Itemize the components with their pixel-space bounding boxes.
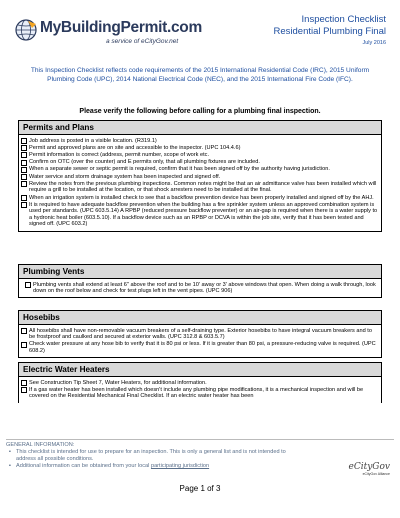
section-heading: Plumbing Vents (19, 265, 381, 279)
alliance-signature (340, 462, 390, 476)
checklist-item: When a separate sewer or septic permit is required, confirm that it has been signed off by the authority having jurisdiction. (19, 166, 378, 173)
title-line-1: Inspection Checklist (301, 14, 386, 25)
checkbox[interactable] (21, 380, 27, 386)
verify-instruction: Please verify the following before calling for a plumbing final inspection. (79, 108, 321, 115)
checkbox[interactable] (21, 160, 27, 166)
checklist-item: Job address is posted in a visible location. (R319.1) (19, 138, 378, 145)
logo[interactable] (14, 14, 214, 54)
checkbox[interactable] (21, 195, 27, 201)
general-info-heading: GENERAL INFORMATION: (6, 442, 75, 448)
intro-paragraph: This Inspection Checklist reflects code requirements of the 2015 International Residential Code (IRC), 2015 Uniform Plumbing Code (UPC), 2014 National Electrical Code (NEC), and the 2015 International Fire Code (IFC). (30, 67, 370, 83)
checklist-item: Permit and approved plans are on site and accessible to the inspector. (UPC 104.4.6) (19, 145, 378, 152)
section-heading: Electric Water Heaters (19, 363, 381, 377)
logo-tagline: a service of eCityGov.net (106, 38, 179, 45)
checklist-item: If a gas water heater has been installed which doesn't include any plumbing pipe modifications, it is a mechanical inspection and will be covered on the Residential Mechanical Final Checklist. If an electric water heater has been (19, 387, 378, 400)
page-number: Page 1 of 3 (179, 484, 221, 493)
checklist-item: Confirm on OTC (over the counter) and E permits only, that all plumbing fixtures are included. (19, 159, 378, 166)
checklist-item: See Construction Tip Sheet 7, Water Heaters, for additional information. (19, 380, 378, 387)
checklist-item: It is required to have adequate backflow prevention when the building has a fire sprinkler system unless an approved combination system is used per standards. (UPC 603.5.14) A RPBP (reduced pressure backflow preventer) or an air-gap is required when there is a water supply to a hydronic heat boiler (603.5.10). If a backflow device such as an RPBP or DCVA is within the job site, verify that it has been tested and signed off. (UPC 603.2) (19, 202, 378, 228)
checkbox[interactable] (25, 282, 31, 288)
logo-text: MyBuildingPermit.com (40, 19, 202, 36)
checklist-item: Check water pressure at any hose bib to verify that it is 80 psi or less. If it is greater than 80 psi, a pressure-reducing valve is required. (UPC 608.2) (19, 341, 378, 354)
signature-logo: eCityGov (348, 462, 390, 472)
checkbox[interactable] (21, 174, 27, 180)
checklist-item: Water service and storm drainage system has been inspected and signed off. (19, 174, 378, 181)
checklist-item: When an irrigation system is installed check to see that a backflow prevention device has been properly installed and signed off by the AHJ. (19, 195, 378, 202)
checkbox[interactable] (21, 342, 27, 348)
checklist-item: Plumbing vents shall extend at least 6" above the roof and to be 10' away or 3' above windows that open. When doing a walk through, look down on the roof below and check for test plugs left in the vent pipes. (UPC 906) (19, 282, 378, 295)
checkbox[interactable] (21, 328, 27, 334)
signature-title: eCityGov Alliance (362, 472, 390, 476)
section-hosebibs (18, 310, 382, 358)
section-plumbing-vents (18, 264, 382, 298)
jurisdiction-link[interactable]: participating jurisdiction (150, 463, 210, 469)
general-info-note: ▪ Additional information can be obtained from your local participating jurisdiction (16, 463, 306, 470)
document-title (274, 14, 386, 46)
document-date: July 2016 (362, 40, 386, 46)
title-line-2: Residential Plumbing Final (273, 26, 386, 37)
section-heading: Hosebibs (19, 311, 381, 325)
checklist-item: All hosebibs shall have non-removable vacuum breakers of a self-draining type. Exterior hosebibs to have integral vacuum breakers and to be frostproof and caulked and secured at exterior walls. (UPC 312.8 & 603.5.7) (19, 328, 378, 341)
checklist-item: Permit information is correct (address, permit number, scope of work etc. (19, 152, 378, 159)
checkbox[interactable] (21, 138, 27, 144)
section-permits-and-plans (18, 120, 382, 232)
checkbox[interactable] (21, 167, 27, 173)
globe-icon (14, 18, 38, 42)
section-heading: Permits and Plans (19, 121, 381, 135)
general-information (6, 442, 306, 470)
footer-divider (6, 439, 394, 440)
general-info-note: ▪ This checklist is intended for use to prepare for an inspection. This is only a general list and is not intended to address all possible conditions. (16, 449, 306, 463)
checkbox[interactable] (21, 387, 27, 393)
checkbox[interactable] (21, 145, 27, 151)
checkbox[interactable] (21, 202, 27, 208)
checkbox[interactable] (21, 181, 27, 187)
checkbox[interactable] (21, 152, 27, 158)
checklist-item: Review the notes from the previous plumbing inspections. Common notes might be that an air admittance valve has been installed which will require a grill to be installed at the location, or that shock arresters need to be installed at the final. (19, 181, 378, 194)
section-electric-water-heaters (18, 362, 382, 403)
